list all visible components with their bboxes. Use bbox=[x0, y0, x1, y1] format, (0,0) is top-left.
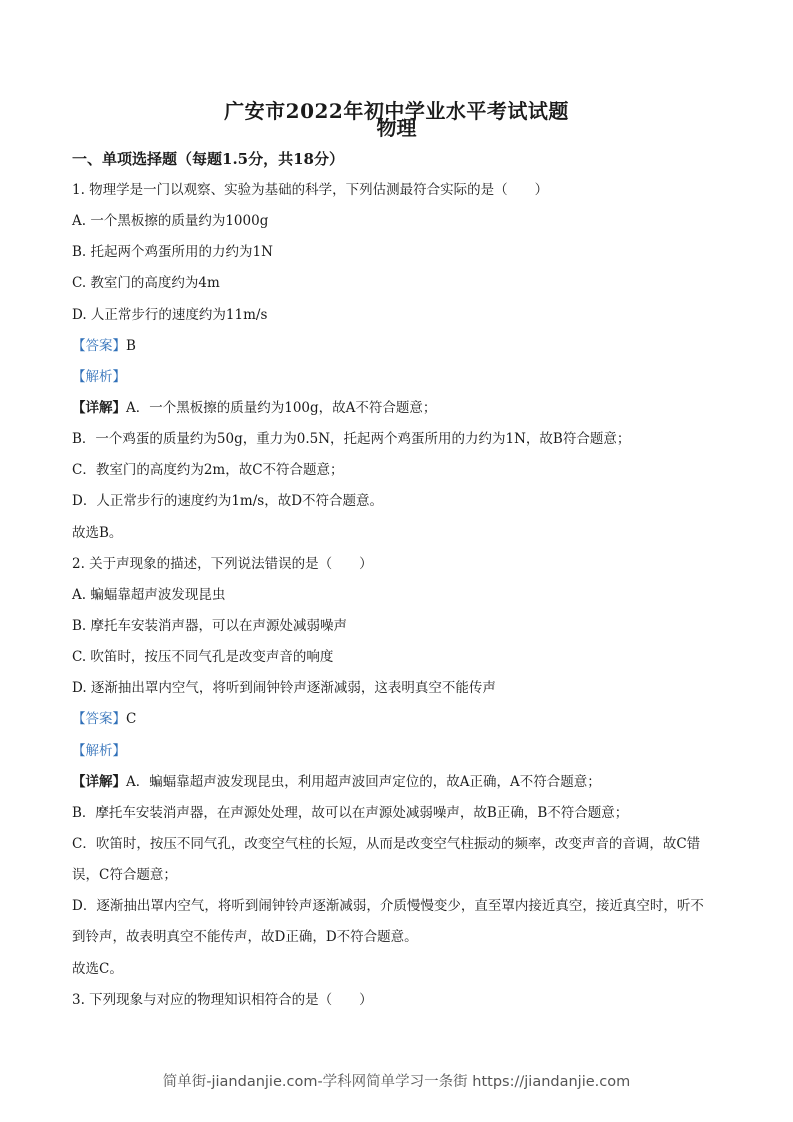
detail-label: 【详解】 bbox=[72, 773, 126, 790]
answer-label: 【答案】 bbox=[72, 711, 126, 728]
answer-label: 【答案】 bbox=[72, 337, 126, 354]
question-2-detail-d: D．逐渐抽出罩内空气，将听到闹钟铃声逐渐减弱，介质慢慢变少，直至罩内接近真空，接近真空时，听不 bbox=[72, 898, 704, 915]
detail-text: A．蝙蝠靠超声波发现昆虫，利用超声波回声定位的，故A正确，A不符合题意； bbox=[126, 773, 601, 790]
question-1-detail-d: D．人正常步行的速度约为1m/s，故D不符合题意。 bbox=[72, 493, 384, 510]
question-2-conclusion: 故选C。 bbox=[72, 960, 123, 977]
answer-value: C bbox=[126, 711, 137, 728]
document-subtitle: 物理 bbox=[376, 116, 417, 140]
section-heading: 一、单项选择题（每题1.5分，共18分） bbox=[72, 150, 344, 168]
question-2-option-b: B. 摩托车安装消声器，可以在声源处减弱噪声 bbox=[72, 617, 348, 634]
question-2-detail-a bbox=[72, 767, 732, 798]
document-body bbox=[72, 175, 732, 1016]
question-1-option-a: A. 一个黑板擦的质量约为1000g bbox=[72, 213, 269, 230]
question-1-answer bbox=[72, 331, 732, 362]
question-2-detail-b: B．摩托车安装消声器，在声源处处理，故可以在声源处减弱噪声，故B正确，B不符合题意； bbox=[72, 804, 629, 821]
question-2-option-d: D. 逐渐抽出罩内空气，将听到闹钟铃声逐渐减弱，这表明真空不能传声 bbox=[72, 680, 496, 697]
question-1-option-b: B. 托起两个鸡蛋所用的力约为1N bbox=[72, 244, 273, 261]
question-2-answer bbox=[72, 704, 732, 735]
question-2-analysis-label: 【解析】 bbox=[72, 742, 126, 759]
footer-watermark: 简单街-jiandanjie.com-学科网简单学习一条街 https://jiandanjie.com bbox=[162, 1074, 631, 1090]
question-1-detail-c: C．教室门的高度约为2m，故C不符合题意； bbox=[72, 462, 344, 479]
question-1-detail-a bbox=[72, 393, 732, 424]
detail-text: A．一个黑板擦的质量约为100g，故A不符合题意； bbox=[126, 399, 437, 416]
question-1-analysis-label: 【解析】 bbox=[72, 368, 126, 385]
question-2-option-c: C. 吹笛时，按压不同气孔是改变声音的响度 bbox=[72, 649, 334, 666]
question-2-stem: 2. 关于声现象的描述，下列说法错误的是（ ） bbox=[72, 555, 373, 572]
question-2-option-a: A. 蝙蝠靠超声波发现昆虫 bbox=[72, 586, 226, 603]
question-2-detail-c-cont: 误，C符合题意； bbox=[72, 867, 177, 884]
question-3-stem: 3. 下列现象与对应的物理知识相符合的是（ ） bbox=[72, 991, 373, 1008]
answer-value: B bbox=[126, 337, 136, 354]
document-title: 广安市2022年初中学业水平考试试题 bbox=[224, 99, 569, 123]
question-2-detail-d-cont: 到铃声，故表明真空不能传声，故D正确，D不符合题意。 bbox=[72, 929, 418, 946]
question-1-option-d: D. 人正常步行的速度约为11m/s bbox=[72, 306, 268, 323]
detail-label: 【详解】 bbox=[72, 399, 126, 416]
question-1-detail-b: B．一个鸡蛋的质量约为50g，重力为0.5N，托起两个鸡蛋所用的力约为1N，故B符合题意； bbox=[72, 431, 631, 448]
question-1-stem: 1. 物理学是一门以观察、实验为基础的科学，下列估测最符合实际的是（ ） bbox=[72, 182, 549, 198]
question-2-detail-c: C．吹笛时，按压不同气孔，改变空气柱的长短，从而是改变空气柱振动的频率，改变声音的音调，故C错 bbox=[72, 835, 701, 852]
question-1-conclusion: 故选B。 bbox=[72, 524, 123, 541]
question-1-option-c: C. 教室门的高度约为4m bbox=[72, 275, 220, 292]
